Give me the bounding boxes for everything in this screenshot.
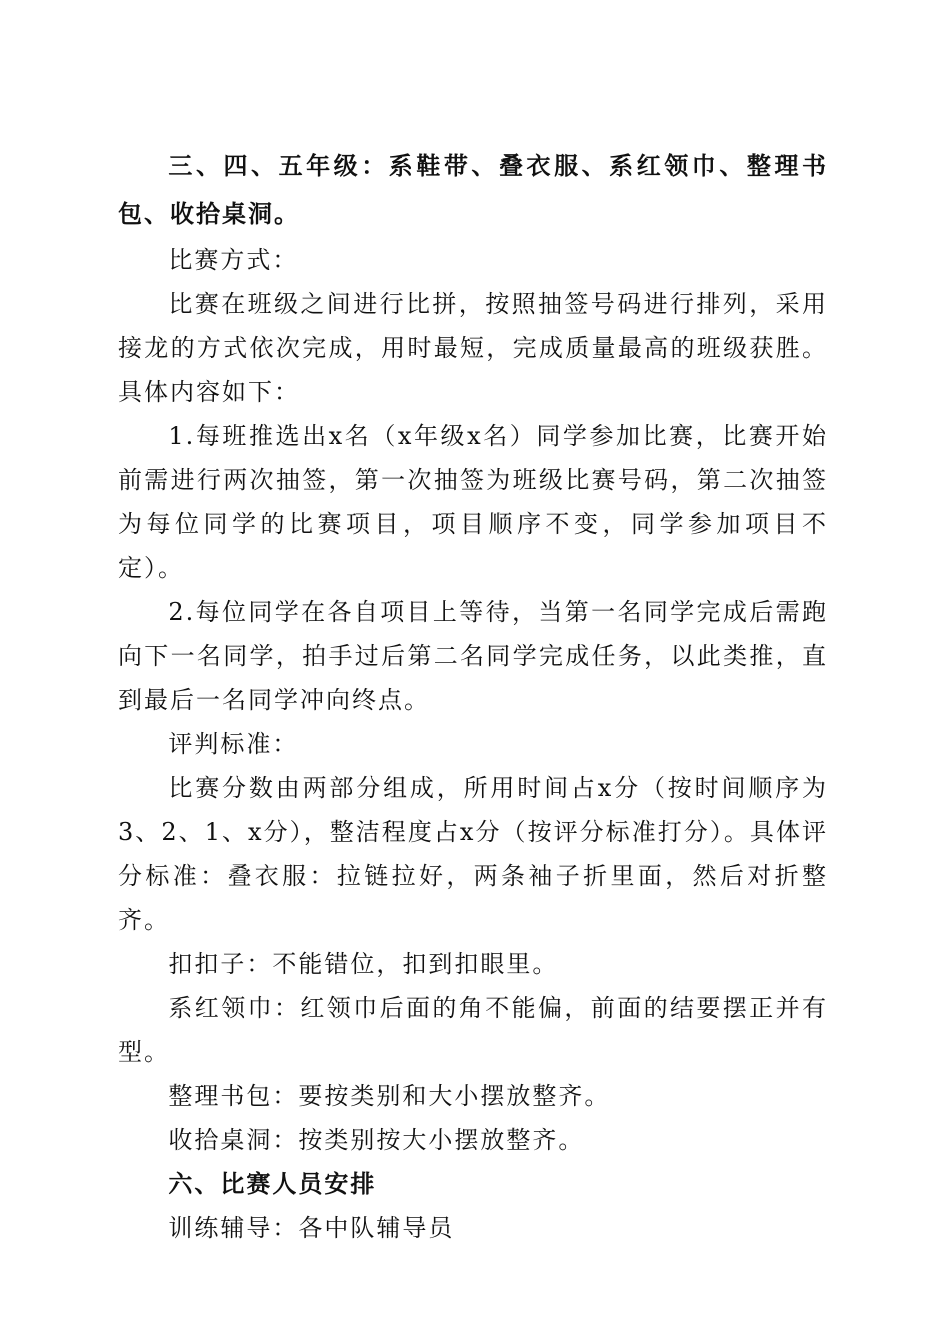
schoolbag-rule-paragraph: 整理书包：要按类别和大小摆放整齐。 — [168, 1082, 611, 1110]
competition-method-label: 比赛方式： — [168, 246, 299, 274]
rule-1-paragraph: 1.每班推选出x名（x年级x名）同学参加比赛，比赛开始前需进行两次抽签，第一次抽签为班级比赛号码，第二次抽签为每位同学的比赛项目，项目顺序不变，同学参加项目不定）。 — [118, 422, 828, 582]
training-staff-paragraph: 训练辅导：各中队辅导员 — [168, 1214, 455, 1242]
judging-standard-label: 评判标准： — [168, 730, 299, 758]
scarf-rule-paragraph: 系红领巾：红领巾后面的角不能偏，前面的结要摆正并有型。 — [118, 994, 828, 1066]
rule-2-paragraph: 2.每位同学在各自项目上等待，当第一名同学完成后需跑向下一名同学，拍手过后第二名同学完成任务，以此类推，直到最后一名同学冲向终点。 — [118, 598, 828, 714]
grade-items-paragraph: 三、四、五年级：系鞋带、叠衣服、系红领巾、整理书包、收拾桌洞。 — [118, 152, 828, 228]
judging-standard-description: 比赛分数由两部分组成，所用时间占x分（按时间顺序为3、2、1、x分），整洁程度占x分（按评分标准打分）。具体评分标准：叠衣服：拉链拉好，两条袖子折里面，然后对折整齐。 — [118, 774, 828, 934]
button-rule-paragraph: 扣扣子：不能错位，扣到扣眼里。 — [168, 950, 559, 978]
competition-method-description: 比赛在班级之间进行比拼，按照抽签号码进行排列，采用接龙的方式依次完成，用时最短，完成质量最高的班级获胜。具体内容如下： — [118, 290, 828, 406]
desk-rule-paragraph: 收拾桌洞：按类别按大小摆放整齐。 — [168, 1126, 585, 1154]
document-page — [118, 142, 828, 1250]
section-six-heading: 六、比赛人员安排 — [168, 1170, 377, 1198]
